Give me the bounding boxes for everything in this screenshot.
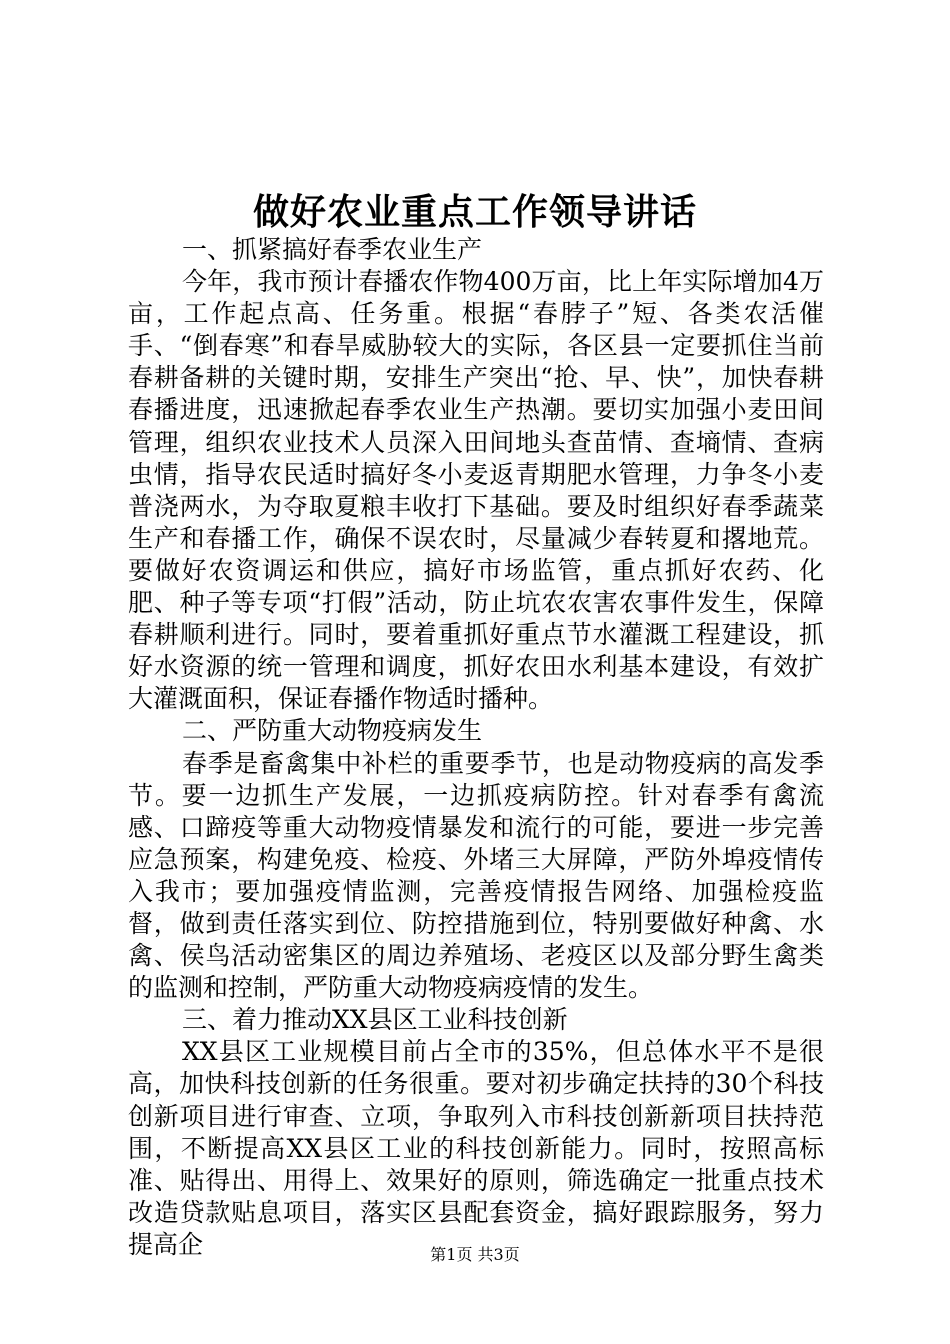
document-title: 做好农业重点工作领导讲话 (252, 191, 697, 233)
section-heading-3: 三、着力推动XX县区工业科技创新 (182, 1005, 568, 1035)
document-body (128, 234, 824, 1261)
section-paragraph-1: 今年，我市预计春播农作物400万亩，比上年实际增加4万亩，工作起点高、任务重。根据“春脖子”短、各类农活催手、“倒春寒”和春旱威胁较大的实际，各区县一定要抓住当前春耕备耕的关键时期，安排生产突出“抢、早、快”，加快春耕春播进度，迅速掀起春季农业生产热潮。要切实加强小麦田间管理，组织农业技术人员深入田间地头查苗情、查墒情、查病虫情，指导农民适时搞好冬小麦返青期肥水管理，力争冬小麦普浇两水，为夺取夏粮丰收打下基础。要及时组织好春季蔬菜生产和春播工作，确保不误农时，尽量减少春转夏和撂地荒。要做好农资调运和供应，搞好市场监管，重点抓好农药、化肥、种子等专项“打假”活动，防止坑农农害农事件发生，保障春耕顺利进行。同时，要着重抓好重点节水灌溉工程建设，抓好水资源的统一管理和调度，抓好农田水利基本建设，有效扩大灌溉面积，保证春播作物适时播种。 (128, 267, 824, 714)
section-heading-2: 二、严防重大动物疫病发生 (182, 716, 483, 746)
section-paragraph-2: 春季是畜禽集中补栏的重要季节，也是动物疫病的高发季节。要一边抓生产发展，一边抓疫病防控。针对春季有禽流感、口蹄疫等重大动物疫情暴发和流行的可能，要进一步完善应急预案，构建免疫、检疫、外堵三大屏障，严防外埠疫情传入我市；要加强疫情监测，完善疫情报告网络、加强检疫监督，做到责任落实到位、防控措施到位，特别要做好种禽、水禽、侯鸟活动密集区的周边养殖场、老疫区以及部分野生禽类的监测和控制，严防重大动物疫病疫情的发生。 (128, 748, 824, 1003)
section-heading-1: 一、抓紧搞好春季农业生产 (182, 235, 483, 264)
page-number-footer: 第1页 共3页 (430, 1245, 520, 1264)
section-paragraph-3: XX县区工业规模目前占全市的35%，但总体水平不是很高，加快科技创新的任务很重。要对初步确定扶持的30个科技创新项目进行审查、立项，争取列入市科技创新新项目扶持范围，不断提高XX县区工业的科技创新能力。同时，按照高标准、贴得出、用得上、效果好的原则，筛选确定一批重点技术改造贷款贴息项目，落实区县配套资金，搞好跟踪服务，努力提高企 (128, 1037, 824, 1259)
